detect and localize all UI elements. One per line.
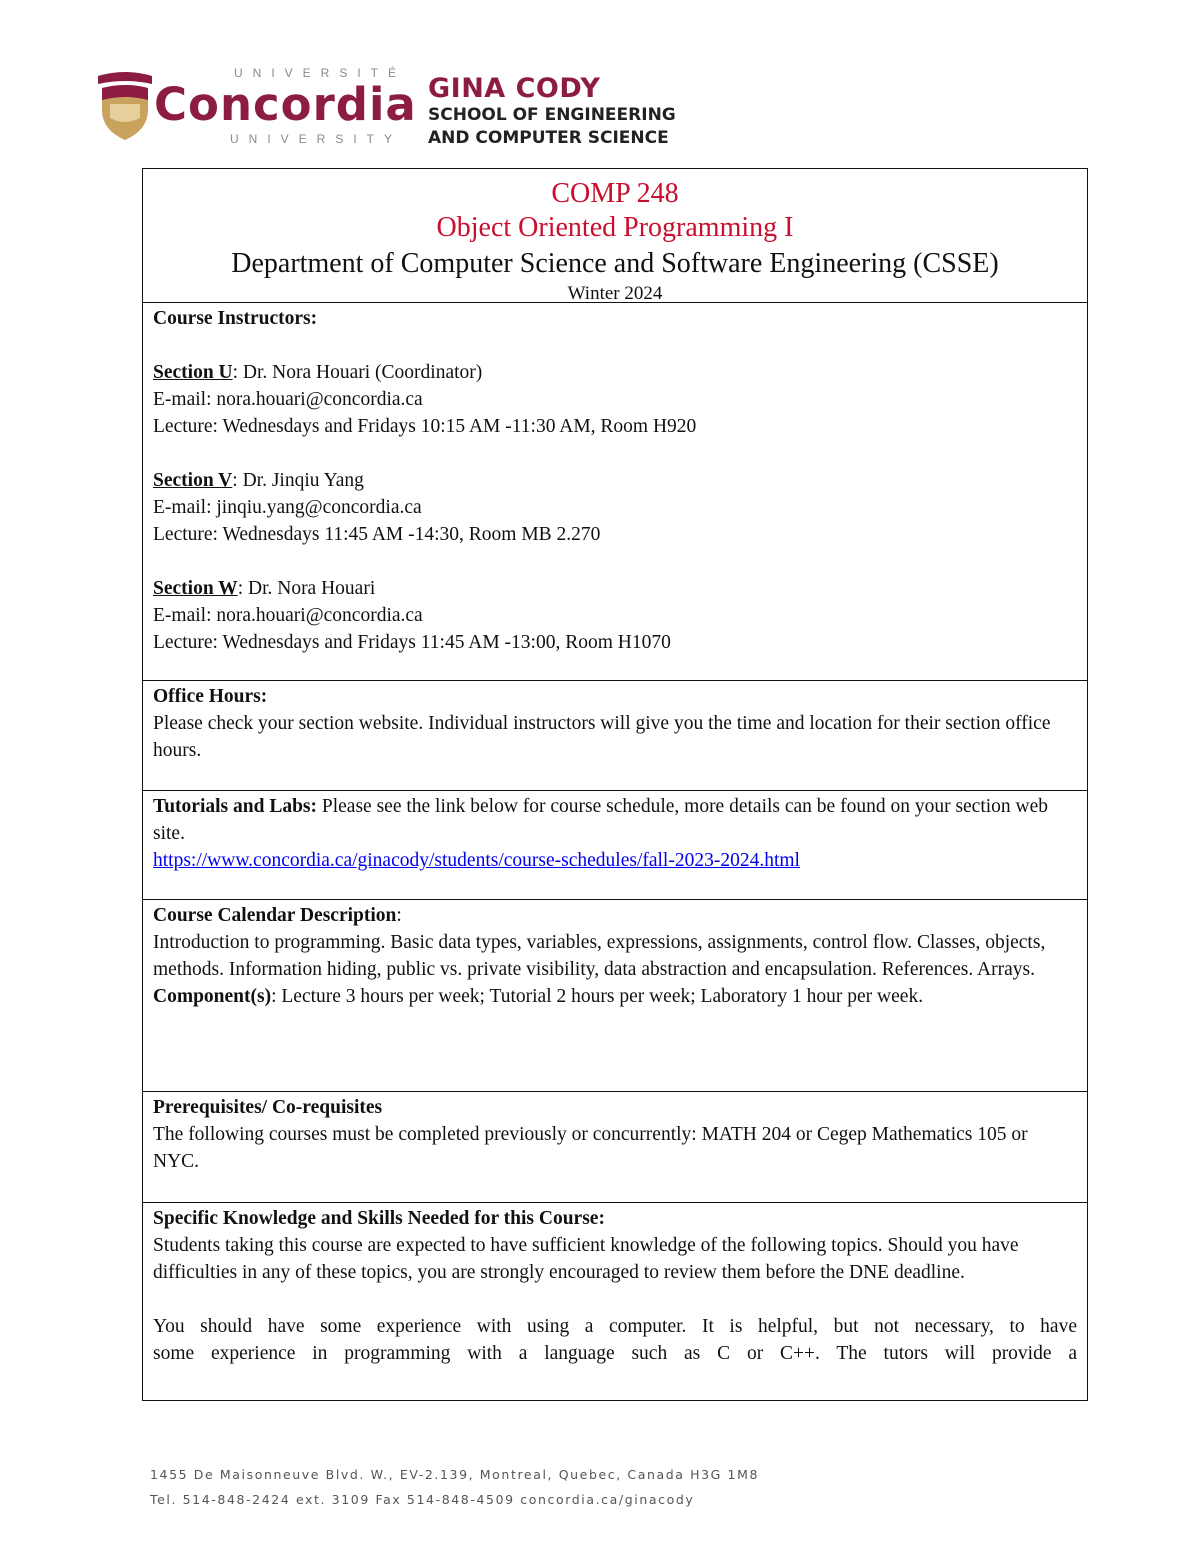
syllabus-table — [142, 168, 1088, 1401]
school-logo — [428, 74, 676, 150]
school-name: GINA CODY — [428, 73, 601, 104]
concordia-logo — [96, 66, 417, 150]
university-name: Concordia — [154, 78, 417, 131]
office-hours-cell — [143, 680, 1087, 790]
tutorials-cell — [143, 790, 1087, 899]
university-top-text: UNIVERSITÉ — [234, 66, 407, 80]
skills-paragraph-2-line-2: some experience in programming with a language such as C or C++. The tutors will provide a — [153, 1343, 1077, 1364]
school-line-1: SCHOOL OF ENGINEERING — [428, 105, 676, 125]
tutorials-text: Please see the link below for course schedule, more details can be found on your section web site. — [153, 796, 1049, 844]
page-footer — [150, 1462, 759, 1512]
instructors-cell — [143, 302, 1087, 680]
section-w — [153, 575, 1077, 656]
course-code: COMP 248 — [551, 178, 679, 209]
prerequisites-cell — [143, 1091, 1087, 1202]
footer-address: 1455 De Maisonneuve Blvd. W., EV-2.139, Montreal, Quebec, Canada H3G 1M8 — [150, 1467, 760, 1482]
section-v-lecture: Lecture: Wednesdays 11:45 AM -14:30, Room MB 2.270 — [153, 524, 601, 545]
skills-heading: Specific Knowledge and Skills Needed for this Course: — [153, 1208, 605, 1229]
course-title: Object Oriented Programming I — [436, 212, 794, 243]
instructors-heading: Course Instructors: — [153, 308, 318, 329]
section-u-instructor: : Dr. Nora Houari (Coordinator) — [232, 362, 483, 383]
section-w-email: E-mail: nora.houari@concordia.ca — [153, 605, 423, 626]
skills-paragraph-1: Students taking this course are expected to have sufficient knowledge of the following topics. Should you have difficulties in any of these topics, you are strongly encouraged to review them before the DNE deadline. — [153, 1235, 1019, 1283]
section-v — [153, 467, 1077, 548]
section-u-email: E-mail: nora.houari@concordia.ca — [153, 389, 423, 410]
calendar-description-text: Introduction to programming. Basic data types, variables, expressions, assignments, control flow. Classes, objects, methods. Information hiding, public vs. private visibility, data abstraction and encapsulation. References. Arrays. — [153, 932, 1046, 980]
section-v-email: E-mail: jinqiu.yang@concordia.ca — [153, 497, 422, 518]
department-name: Department of Computer Science and Software Engineering (CSSE) — [231, 248, 999, 279]
university-bottom-text: UNIVERSITY — [230, 132, 403, 146]
calendar-heading: Course Calendar Description — [153, 905, 397, 926]
section-v-instructor: : Dr. Jinqiu Yang — [232, 470, 364, 491]
calendar-heading-colon: : — [396, 905, 402, 926]
section-w-lecture: Lecture: Wednesdays and Fridays 11:45 AM -13:00, Room H1070 — [153, 632, 671, 653]
component-label: Component(s) — [153, 986, 272, 1007]
component-text: : Lecture 3 hours per week; Tutorial 2 hours per week; Laboratory 1 hour per week. — [271, 986, 924, 1007]
tutorials-heading: Tutorials and Labs: — [153, 796, 318, 817]
calendar-description-cell — [143, 899, 1087, 1091]
prerequisites-text: The following courses must be completed previously or concurrently: MATH 204 or Cegep Mathematics 105 or NYC. — [153, 1124, 1028, 1172]
section-v-label: Section V — [153, 470, 233, 491]
course-term: Winter 2024 — [567, 283, 663, 304]
concordia-shield-icon — [96, 70, 154, 142]
skills-cell — [143, 1202, 1087, 1400]
skills-paragraph-2-line-1: You should have some experience with using a computer. It is helpful, but not necessary, to have — [153, 1316, 1077, 1337]
section-u — [153, 359, 1077, 440]
section-u-label: Section U — [153, 362, 233, 383]
course-schedule-link[interactable]: https://www.concordia.ca/ginacody/students/course-schedules/fall-2023-2024.html — [153, 850, 800, 871]
footer-contact: Tel. 514-848-2424 ext. 3109 Fax 514-848-4509 concordia.ca/ginacody — [150, 1492, 695, 1507]
prerequisites-heading: Prerequisites/ Co-requisites — [153, 1097, 383, 1118]
section-w-label: Section W — [153, 578, 238, 599]
school-line-2: AND COMPUTER SCIENCE — [428, 128, 669, 148]
section-w-instructor: : Dr. Nora Houari — [237, 578, 376, 599]
course-title-cell — [143, 169, 1087, 302]
office-hours-heading: Office Hours: — [153, 686, 268, 707]
office-hours-text: Please check your section website. Individual instructors will give you the time and location for their section office hours. — [153, 713, 1051, 761]
section-u-lecture: Lecture: Wednesdays and Fridays 10:15 AM -11:30 AM, Room H920 — [153, 416, 697, 437]
